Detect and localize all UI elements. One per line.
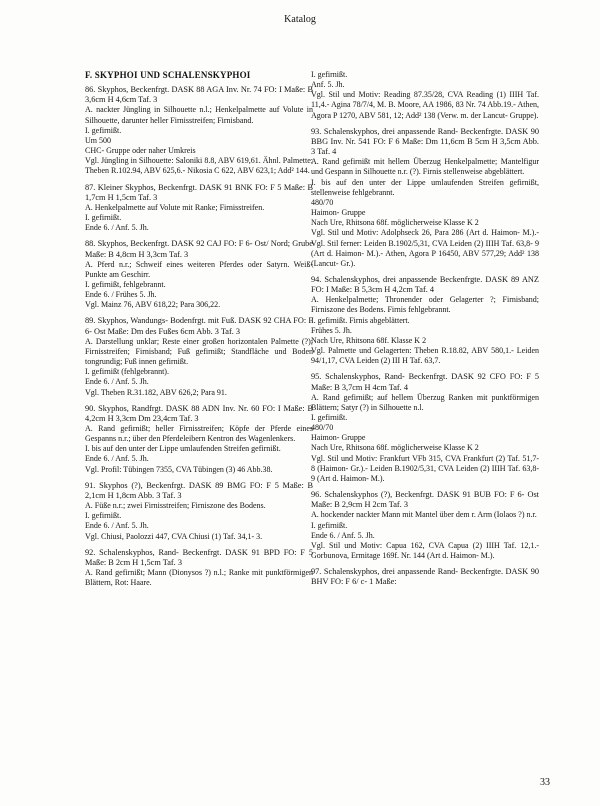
entry-heading: 86. Skyphos, Beckenfrgt. DASK 88 AGA Inv. Nr. 74 FO: I Maße: B 3,6cm H 4,6cm Taf. 3 xyxy=(85,85,313,105)
entry-line: Vgl. Chiusi, Paolozzi 447, CVA Chiusi (1) Taf. 34,1- 3. xyxy=(85,531,263,541)
entry-line: Um 500 xyxy=(85,135,111,145)
entry-line: Vgl. Stil und Motiv: Adolphseck 26, Para 286 (Art d. Haimon- M.).- Vgl. Stil ferner: Leiden B.1902/5,31, CVA Leiden (2) IIIH Taf. 63,8- 9 (Art d. Haimon- M.).- Athen, Agora P 16450, ABV 577,29; Add² 138 (Lancut- Gr.). xyxy=(311,228,539,268)
entry-line: Vgl. Theben R.31.182, ABV 626,2; Para 91. xyxy=(85,387,227,397)
entry-heading: 94. Schalenskyphos, drei anpassende Beckenfrgte. DASK 89 ANZ FO: I Maße: B 5,3cm H 4,2cm Taf. 4 xyxy=(311,274,539,295)
entry-line: I. gefirnißt. Firnis abgeblättert. xyxy=(311,315,410,325)
entry-line: Vgl. Stil und Motiv: Frankfurt VFb 315, CVA Frankfurt (2) Taf. 51,7- 8 (Haimon- Gr.).- Leiden B.1902/5,31, CVA Leiden (2) IIIH Taf. 63,8- 9 (Art d. Haimon- M.). xyxy=(311,453,539,483)
catalog-entry xyxy=(311,567,539,587)
catalog-entry xyxy=(85,85,313,176)
entry-line: Ende 6. / Frühes 5. Jh. xyxy=(85,290,157,300)
entry-line: A. Rand gefirnißt; auf hellem Überzug Ranken mit punktförmigen Blättern; Satyr (?) in Silhouette n.l. xyxy=(311,392,539,412)
entry-heading: 91. Skyphos (?), Beckenfrgt. DASK 89 BMG FO: F 5 Maße: B 2,1cm H 1,8cm Abb. 3 Taf. 3 xyxy=(85,480,313,500)
running-header: Katalog xyxy=(284,14,316,25)
entry-line: Ende 6. / Anf. 5. Jh. xyxy=(85,521,149,531)
entry-line: Ende 6. / Anf. 5. Jh. xyxy=(311,530,375,540)
entry-line: I. gefirnißt (fehlgebrannt). xyxy=(85,367,169,377)
entry-heading: 90. Skyphos, Randfrgt. DASK 88 ADN Inv. Nr. 60 FO: I Maße: B 4,2cm H 3,3cm Dm 23,4cm Taf. 3 xyxy=(85,403,313,423)
entry-line: Nach Ure, Rhitsona 68f. möglicherweise Klasse K 2 xyxy=(311,218,479,228)
entry-line: I. gefirnißt. xyxy=(85,125,122,135)
entry-line: Haimon- Gruppe xyxy=(311,208,366,218)
entry-line: Vgl. Profil: Tübingen 7355, CVA Tübingen (3) 46 Abb.38. xyxy=(85,464,273,474)
entry-line: Vgl. Stil und Motiv: Capua 162, CVA Capua (2) IIIH Taf. 12,1.- Gorbunova, Ermitage 169f. Nr. 144 (Art d. Haimon- M.). xyxy=(311,540,539,561)
entry-line: A. Darstellung unklar; Reste einer großen horizontalen Palmette (?); Firnisstreifen; Firnisband; Fuß gefirnißt; Standfläche und Boden tongrundig; Fuß innen gefirnißt. xyxy=(85,336,313,367)
catalog-entry xyxy=(85,481,313,542)
entry-line: Frühes 5. Jh. xyxy=(311,325,352,335)
entry-line: I. gefirnißt. xyxy=(311,70,348,79)
page-number: 33 xyxy=(540,777,550,788)
entry-line: Vgl. Mainz 76, ABV 618,22; Para 306,22. xyxy=(85,300,221,310)
entry-line: Ende 6. / Anf. 5. Jh. xyxy=(85,454,149,464)
catalog-entry xyxy=(85,316,313,397)
right-column xyxy=(311,70,539,594)
entry-heading: 97. Schalenskyphos, drei anpassende Rand- Beckenfrgte. DASK 90 BHV FO: F 6/ c- 1 Maße: xyxy=(311,567,539,587)
entry-heading: 88. Skyphos, Beckenfrgt. DASK 92 CAJ FO: F 6- Ost/ Nord; Grube Maße: B 4,8cm H 3,3cm Taf. 3 xyxy=(85,239,313,259)
entry-line: I. gefirnißt. xyxy=(311,413,348,422)
section-title: F. SKYPHOI UND SCHALENSKYPHOI xyxy=(85,70,251,80)
entry-line: I. bis auf den unter der Lippe umlaufenden Streifen gefirnißt. xyxy=(85,444,281,454)
entry-heading: 92. Schalenskyphos, Rand- Beckenfrgt. DASK 91 BPD FO: F 5 Maße: B 2cm H 1,5cm Taf. 3 xyxy=(85,547,313,567)
left-column xyxy=(85,70,313,594)
entry-line: A. nackter Jüngling in Silhouette n.l.; Henkelpalmette auf Volute in Silhouette, darunter heller Firnisstreifen; Firnisband. xyxy=(85,105,313,125)
entry-line: I. gefirnißt. xyxy=(85,511,122,521)
entry-line: Vgl. Stil und Motiv: Reading 87.35/28, CVA Reading (1) IIIH Taf. 11,4.- Agina 78/7/4, M. B. Moore, AA 1986, 83 Nr. 74 Abb.19.- Athen, Agora P 1270, ABV 581, 12; Add² 138 (Verw. m. der Lancut- Gruppe). xyxy=(311,90,539,120)
entry-heading: 87. Kleiner Skyphos, Beckenfrgt. DASK 91 BNK FO: F 5 Maße: B 1,7cm H 1,5cm Taf. 3 xyxy=(85,182,313,202)
entry-line: I. gefirnißt. xyxy=(311,520,348,530)
entry-line: Ende 6. / Anf. 5. Jh. xyxy=(85,223,149,233)
entry-line: A. Füße n.r.; zwei Firnisstreifen; Firniszone des Bodens. xyxy=(85,501,266,511)
entry-heading: 89. Skyphos, Wandungs- Bodenfrgt. mit Fuß. DASK 92 CHA FO: F 6- Ost Maße: Dm des Fußes 6cm Abb. 3 Taf. 3 xyxy=(85,316,313,336)
entry-heading: 96. Schalenskyphos (?), Beckenfrgt. DASK 91 BUB FO: F 6- Ost Maße: B 2,9cm H 2cm Taf. 3 xyxy=(311,490,539,510)
entry-line: I. bis auf den unter der Lippe umlaufenden Streifen gefirnißt, stellenweise fehlgebrannt. xyxy=(311,177,539,197)
entry-line: Anf. 5. Jh. xyxy=(311,80,345,90)
entry-line: CHC- Gruppe oder naher Umkreis xyxy=(85,146,196,156)
entry-line: Vgl. Jüngling in Silhouette: Saloniki 8.8, ABV 619,61. Ähnl. Palmette: Theben R.102.94, ABV 625,6.- Nikosia C 622, ABV 623,1; Add² 144. xyxy=(85,156,313,176)
right-entries xyxy=(311,70,539,588)
entry-line: I. gefirnißt, fehlgebrannt. xyxy=(85,279,166,289)
entry-line: 480/70 xyxy=(311,423,334,433)
catalog-entry xyxy=(311,127,539,269)
entry-line: I. gefirnißt. xyxy=(85,213,122,223)
entry-line: Nach Ure, Rhitsona 68f. möglicherweise Klasse K 2 xyxy=(311,443,479,453)
entry-line: A. hockender nackter Mann mit Mantel über dem r. Arm (Iolaos ?) n.r. xyxy=(311,510,537,520)
entry-line: A. Rand gefirnißt mit hellem Überzug Henkelpalmette; Mantelfigur und Gespann in Silhouette n.r. (?). Firnis stellenweise abgeblättert. xyxy=(311,157,539,177)
entry-line: A. Rand gefirnißt; heller Firnisstreifen; Köpfe der Pferde eines Gespanns n.r.; über den Pferdeleibern Kentron des Wagenlenkers. xyxy=(85,424,313,444)
entry-line: A. Henkelpalmette auf Volute mit Ranke; Firnisstreifen. xyxy=(85,202,265,212)
catalog-entry xyxy=(311,275,539,366)
entry-line: A. Rand gefirnißt; Mann (Dionysos ?) n.l.; Ranke mit punktförmigen Blättern, Rot: Haare. xyxy=(85,568,313,588)
entry-line: Ende 6. / Anf. 5. Jh. xyxy=(85,377,149,387)
catalog-entry xyxy=(311,372,539,484)
catalog-entry xyxy=(85,183,313,234)
entry-line: 480/70 xyxy=(311,197,334,207)
catalog-entry xyxy=(85,548,313,589)
entry-heading: 93. Schalenskyphos, drei anpassende Rand- Beckenfrgte. DASK 90 BBG Inv. Nr. 541 FO: F 6 Maße: Dm 11,6cm B 5cm H 3,5cm Abb. 3 Taf. 4 xyxy=(311,126,539,157)
catalog-entry xyxy=(85,404,313,475)
entry-heading: 95. Schalenskyphos, Rand- Beckenfrgt. DASK 92 CFO FO: F 5 Maße: B 3,7cm H 4cm Taf. 4 xyxy=(311,372,539,392)
catalog-entry xyxy=(85,239,313,310)
entry-line: A. Henkelpalmette; Thronender oder Gelagerter ?; Firnisband; Firniszone des Bodens. Firnis fehlgebrannt. xyxy=(311,295,539,315)
catalog-entry xyxy=(311,70,539,121)
left-entries xyxy=(85,85,313,588)
entry-line: A. Pferd n.r.; Schweif eines weiteren Pferdes oder Satyrn. Weiß- Punkte am Geschirr. xyxy=(85,259,313,279)
entry-line: Nach Ure, Rhitsona 68f. Klasse K 2 xyxy=(311,335,427,345)
entry-line: Vgl. Palmette und Gelagerten: Theben R.18.82, ABV 580,1.- Leiden 94/1,17, CVA Leiden (2) III H Taf. 63,7. xyxy=(311,346,539,366)
catalog-entry xyxy=(311,490,539,561)
entry-line: Haimon- Gruppe xyxy=(311,433,366,443)
